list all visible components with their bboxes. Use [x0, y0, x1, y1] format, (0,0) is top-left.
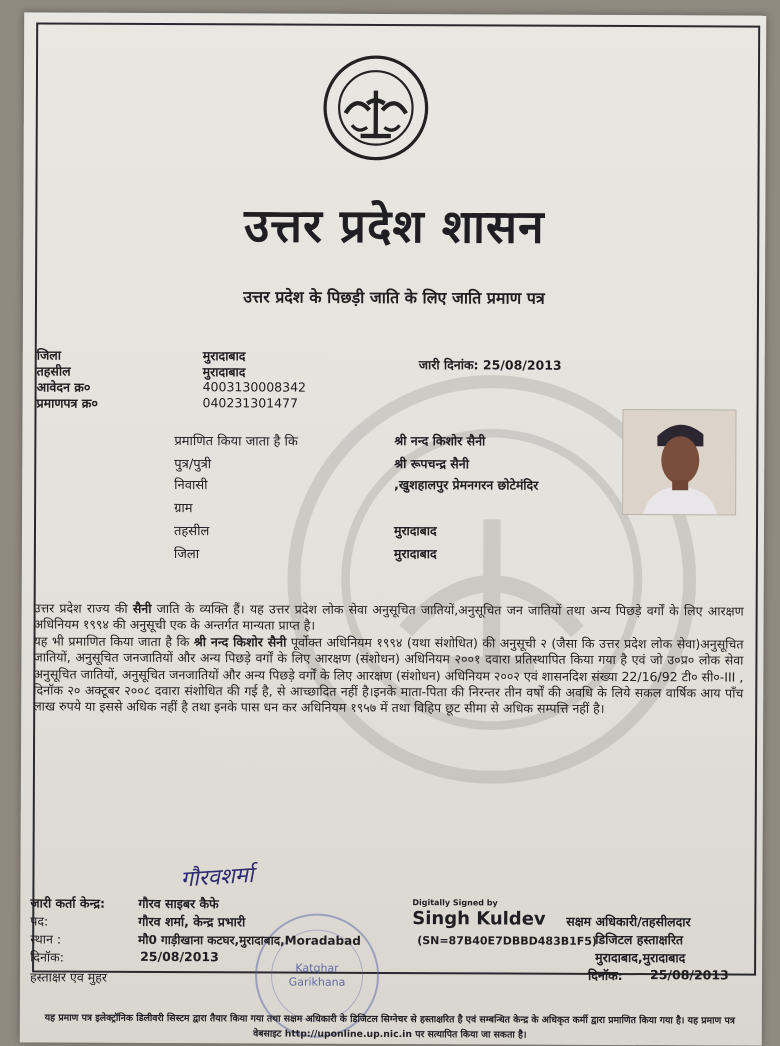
- digital-signer-name: Singh Kuldev: [412, 908, 546, 930]
- parent-label: पुत्र/पुत्री: [174, 457, 212, 473]
- certificate-no-value: 040231301477: [202, 395, 299, 411]
- place-value: मौ0 गाड़ीखाना कटघर,मुरादाबाद,Moradabad: [138, 932, 361, 948]
- issuer-center-value: गौरव साइबर कैफे: [138, 895, 219, 912]
- digital-serial: (SN=87B40E7DBBD483B1F5): [417, 934, 597, 948]
- issuer-signature: गौरवशर्मा: [179, 862, 255, 893]
- person-tehsil-label: तहसील: [173, 524, 210, 540]
- date-label: दिनॉक:: [30, 949, 65, 965]
- place-label: स्थान :: [30, 931, 62, 947]
- caste-name: सैनी: [132, 600, 152, 616]
- sign-seal-label: हस्ताक्षर एंव मुहर: [30, 969, 108, 985]
- parent-name: श्री रूपचन्द्र सैनी: [394, 456, 469, 472]
- body-p2-start: यह भी प्रमाणित किया जाता है कि: [33, 633, 194, 649]
- authority-date-label: दिनॉक:: [588, 967, 623, 984]
- district-value: मुरादाबाद: [202, 348, 246, 364]
- issue-date: जारी दिनांक: 25/08/2013: [418, 357, 562, 373]
- resident-label: निवासी: [174, 478, 208, 494]
- certificate-subtitle: उत्तर प्रदेश के पिछड़ी जाति के लिए जाति प्रमाण पत्र: [243, 287, 545, 308]
- authority-title: सक्षम अधिकारी/तहसीलदार: [566, 913, 691, 930]
- village-label: ग्राम: [174, 501, 193, 517]
- application-no-value: 4003130008342: [202, 379, 307, 395]
- body-person-name: श्री नन्द किशोर सैनी: [193, 633, 287, 650]
- page-title: उत्तर प्रदेश शासन: [243, 198, 545, 254]
- certificate-no-label: प्रमाणपत्र क्र०: [36, 395, 98, 411]
- post-label: पद:: [30, 913, 49, 929]
- application-no-label: आवेदन क्र०: [36, 379, 91, 395]
- authority-date-value: 25/08/2013: [650, 967, 729, 983]
- person-tehsil-value: मुरादाबाद: [393, 523, 437, 539]
- district-label: जिला: [36, 347, 62, 363]
- digital-sign-caption: Digitally Signed by: [412, 898, 498, 908]
- authority-place: मुरादाबाद,मुरादाबाद: [595, 949, 686, 966]
- person-name: श्री नन्द किशोर सैनी: [394, 433, 486, 449]
- certify-label: प्रमाणित किया जाता है कि: [174, 434, 298, 450]
- state-emblem-icon: [322, 54, 430, 162]
- certificate-body: [33, 600, 743, 718]
- authority-digital-sig: डिजिटल हस्ताक्षरित: [595, 931, 684, 948]
- person-district-value: मुरादाबाद: [393, 546, 437, 562]
- post-value: गौरव शर्मा, केन्द्र प्रभारी: [138, 913, 246, 930]
- issuer-center-label: जारी कर्ता केन्द्र:: [30, 895, 106, 911]
- body-p1-start: उत्तर प्रदेश राज्य की: [33, 600, 133, 616]
- body-p1-end: जाति के व्यक्ति हैं। यह उत्तर प्रदेश लोक सेवा अनुसूचित जातियों,अनुसूचित जन जातियों तथा अन्य पिछड़े वर्गों के लिए आरक्षण अधिनियम १९९४ की अनुसूची एक के अन्तर्गत मान्यता प्राप्त है।: [33, 600, 744, 634]
- body-p2-end: पूर्वोक्त अधिनियम १९९४ (यथा संशोधित) की अनुसूची २ (जैसा कि उत्तर प्रदेश लोक सेवा)अनुसूचित जातियों, अनुसूचित जनजातियों और अन्य पिछड़े वर्गों के लिए आरक्षण (संशोधन) अधिनियम २००१ दवारा प्रतिस्थापित किया गया है एवं जो उ०प्र० लोक सेवा अनुसूचित जातियों, अनुसूचित जनजातियों और अन्य पिछड़े वर्गों के लिए आरक्षण (संशोधन) अधिनियम २००२ एवं शासनदिश संख्या 22/16/92 टी० सी०-III , दिनॉक २० अक्टूबर २००८ दवारा संशोधित की गई है, से आच्छादित नहीं है।इनके माता-पिता की निरन्तर तीन वर्षों की अवधि के लिये सकल वार्षिक आय पाँच लाख रुपये या इससे अधिक नहीं है तथा इनके पास धन कर अधिनियम १९५७ में तथा विहिप छूट सीमा से अधिक सम्पत्ति नहीं है।: [33, 634, 744, 717]
- tehsil-label: तहसील: [36, 363, 71, 379]
- certificate-paper: [20, 12, 766, 1045]
- date-value: 25/08/2013: [140, 948, 219, 965]
- applicant-photo: [622, 409, 736, 515]
- tehsil-value: मुरादाबाद: [202, 364, 246, 380]
- verification-note: यह प्रमाण पत्र इलेक्ट्रॉनिक डिलीवरी सिस्टम द्वारा तैयार किया गया तथा सक्षम अधिकारी के डिजिटल सिग्नेचर से हस्ताक्षरित है एवं सम्बन्धित केन्द्र के अधिकृत कर्मी द्वारा प्रमाणित किया गया है। यह प्रमाण पत्र वेबसाइट http://uponline.up.nic.in पर सत्यापित किया जा सकता है।: [44, 1012, 735, 1041]
- stamp-text: Katghar Garikhana: [288, 961, 346, 989]
- resident-value: ,खुशहालपुर प्रेमनगरन छोटेमंदिर: [394, 477, 539, 493]
- person-district-label: जिला: [173, 547, 200, 563]
